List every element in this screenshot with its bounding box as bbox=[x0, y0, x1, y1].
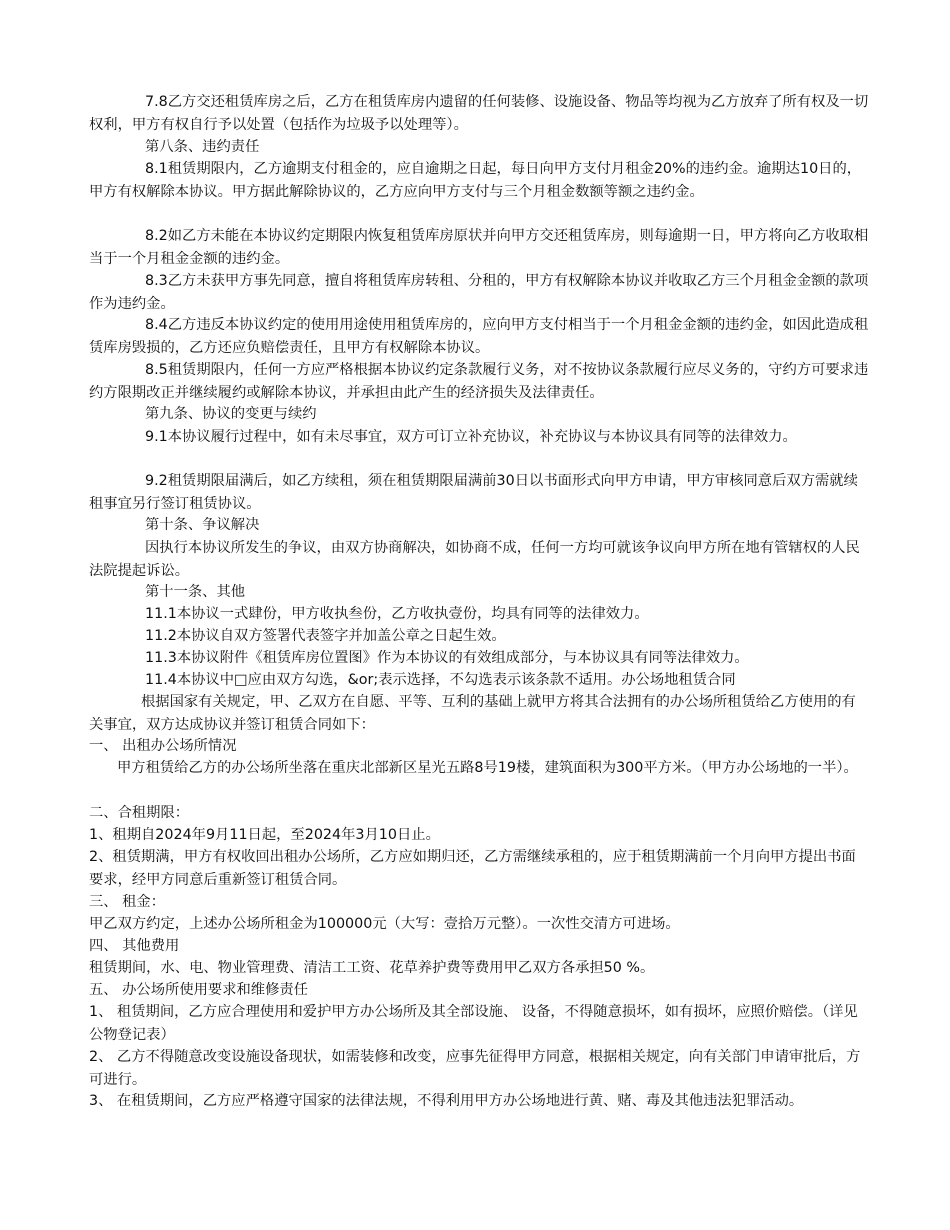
section-4-heading: 四、 其他费用 bbox=[89, 938, 180, 954]
section-2-heading: 二、合租期限： bbox=[89, 805, 190, 821]
section-5-item-3: 3、 在租赁期间，乙方应严格遵守国家的法律法规，不得利用甲方办公场地进行黄、赌、毒及其他违法犯罪活动。 bbox=[89, 1093, 804, 1109]
section-2-item-2: 2、租赁期满，甲方有权收回出租办公场所，乙方应如期归还，乙方需继续承租的，应于租赁期满前一个月向甲方提出书面要求，经甲方同意后重新签订租赁合同。 bbox=[89, 849, 856, 888]
clause-11-1: 11.1本协议一式肆份，甲方收执叁份，乙方收执壹份，均具有同等的法律效力。 bbox=[145, 606, 649, 622]
clause-9-2: 9.2租赁期限届满后，如乙方续租，须在租赁期限届满前30日以书面形式向甲方申请，甲方审核同意后双方需就续租事宜另行签订租赁协议。 bbox=[89, 473, 858, 512]
dispute-resolution-text: 因执行本协议所发生的争议，由双方协商解决，如协商不成，任何一方均可就该争议向甲方所在地有管辖权的人民法院提起诉讼。 bbox=[89, 540, 860, 579]
section-5-heading: 五、 办公场所使用要求和维修责任 bbox=[89, 982, 308, 998]
section-5-item-2: 2、 乙方不得随意改变设施设备现状，如需装修和改变，应事先征得甲方同意，根据相关规定，向有关部门申请审批后，方可进行。 bbox=[89, 1049, 861, 1088]
clause-8-3: 8.3乙方未获甲方事先同意，擅自将租赁库房转租、分租的，甲方有权解除本协议并收取乙方三个月租金金额的款项作为违约金。 bbox=[89, 273, 869, 312]
section-2-item-1: 1、租期自2024年9月11日起，至2024年3月10日止。 bbox=[89, 827, 440, 843]
section-4-text: 租赁期间，水、电、物业管理费、清洁工工资、花草养护费等费用甲乙双方各承担50 %。 bbox=[89, 960, 655, 976]
section-3-text: 甲乙双方约定，上述办公场所租金为100000元（大写：壹拾万元整）。一次性交清方可进场。 bbox=[89, 916, 680, 932]
section-1-heading: 一、 出租办公场所情况 bbox=[89, 738, 237, 754]
clause-8-4: 8.4乙方违反本协议约定的使用用途使用租赁库房的，应向甲方支付相当于一个月租金金额的违约金，如因此造成租赁库房毁损的，乙方还应负赔偿责任，且甲方有权解除本协议。 bbox=[89, 317, 869, 356]
section-3-heading: 三、 租金： bbox=[89, 894, 166, 910]
article-8-heading: 第八条、违约责任 bbox=[145, 139, 260, 155]
office-lease-intro: 根据国家有关规定，甲、乙双方在自愿、平等、互利的基础上就甲方将其合法拥有的办公场所租赁给乙方使用的有关事宜，双方达成协议并签订租赁合同如下： bbox=[89, 694, 856, 733]
section-1-text: 甲方租赁给乙方的办公场所坐落在重庆北部新区星光五路8号19楼，建筑面积为300平方米。（甲方办公场地的一半）。 bbox=[117, 760, 858, 776]
article-9-heading: 第九条、协议的变更与续约 bbox=[145, 406, 317, 422]
clause-11-3: 11.3本协议附件《租赁库房位置图》作为本协议的有效组成部分，与本协议具有同等法律效力。 bbox=[145, 650, 749, 666]
clause-8-5: 8.5租赁期限内，任何一方应严格根据本协议约定条款履行义务，对不按协议条款履行应尽义务的，守约方可要求违约方限期改正并继续履约或解除本协议，并承担由此产生的经济损失及法律责任。 bbox=[89, 362, 869, 401]
clause-11-2: 11.2本协议自双方签署代表签字并加盖公章之日起生效。 bbox=[145, 628, 506, 644]
article-10-heading: 第十条、争议解决 bbox=[145, 517, 260, 533]
clause-11-4: 11.4本协议中□应由双方勾选，&or;表示选择，不勾选表示该条款不适用。办公场地租赁合同 bbox=[145, 672, 736, 688]
clause-8-1: 8.1租赁期限内，乙方逾期支付租金的，应自逾期之日起，每日向甲方支付月租金20%的违约金。逾期达10日的，甲方有权解除本协议。甲方据此解除协议的，乙方应向甲方支付与三个月租金数额等额之违约金。 bbox=[89, 161, 862, 200]
clause-7-8: 7.8乙方交还租赁库房之后，乙方在租赁库房内遗留的任何装修、设施设备、物品等均视为乙方放弃了所有权及一切权利，甲方有权自行予以处置（包括作为垃圾予以处理等）。 bbox=[89, 94, 869, 133]
article-11-heading: 第十一条、其他 bbox=[145, 584, 246, 600]
section-5-item-1: 1、 租赁期间，乙方应合理使用和爱护甲方办公场所及其全部设施、 设备，不得随意损坏，如有损坏，应照价赔偿。（详见公物登记表） bbox=[89, 1004, 858, 1043]
clause-8-2: 8.2如乙方未能在本协议约定期限内恢复租赁库房原状并向甲方交还租赁库房，则每逾期一日，甲方将向乙方收取相当于一个月租金金额的违约金。 bbox=[89, 228, 869, 267]
clause-9-1: 9.1本协议履行过程中，如有未尽事宜，双方可订立补充协议，补充协议与本协议具有同等的法律效力。 bbox=[145, 429, 797, 445]
